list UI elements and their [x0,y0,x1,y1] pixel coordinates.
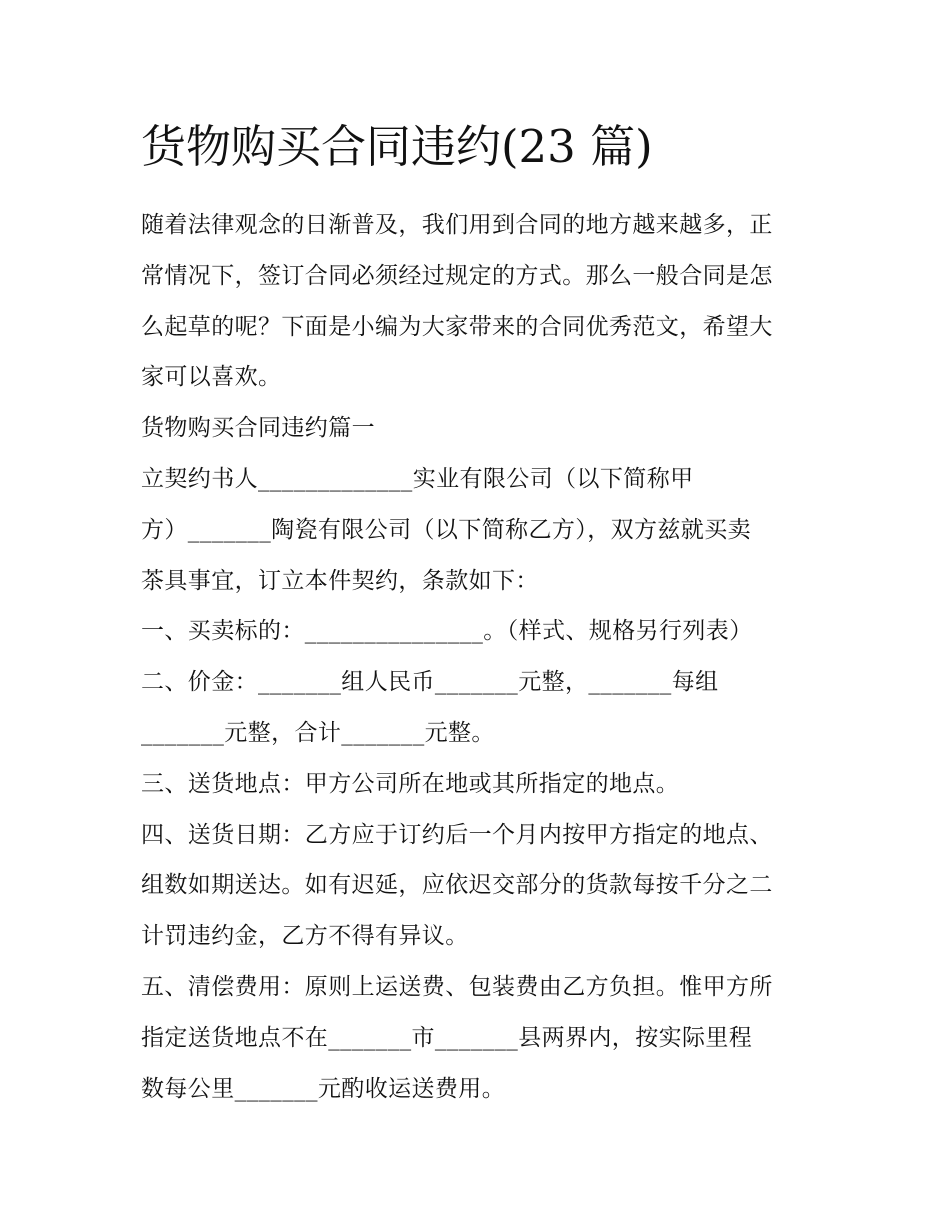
paragraph-line: 常情况下，签订合同必须经过规定的方式。那么一般合同是怎 [141,262,773,289]
clause-line: 组数如期送达。如有迟延，应依迟交部分的货款每按千分之二 [141,872,773,899]
section-heading: 货物购买合同违约篇一 [141,415,375,442]
clause-line: _______元整，合计_______元整。 [141,719,495,746]
clause-line: 四、送货日期：乙方应于订约后一个月内按甲方指定的地点、 [141,821,773,848]
paragraph-line: 家可以喜欢。 [141,364,282,391]
clause-line: 二、价金：_______组人民币_______元整，_______每组 [141,669,719,696]
clause-line: 五、清偿费用：原则上运送费、包装费由乙方负担。惟甲方所 [141,973,773,1000]
paragraph-line: 方）_______陶瓷有限公司（以下简称乙方），双方兹就买卖 [141,516,751,543]
clause-line: 计罚违约金，乙方不得有异议。 [141,923,469,950]
paragraph-line: 茶具事宜，订立本件契约，条款如下： [141,567,539,594]
paragraph-line: 立契约书人_____________实业有限公司（以下简称甲 [141,465,694,492]
document-body [141,114,821,1114]
clause-line: 一、买卖标的：_______________。（样式、规格另行列表） [141,618,753,645]
paragraph-line: 随着法律观念的日渐普及，我们用到合同的地方越来越多，正 [141,212,773,238]
document-title: 货物购买合同违约(23 篇) [141,120,653,173]
clause-line: 三、送货地点：甲方公司所在地或其所指定的地点。 [141,770,680,797]
clause-line: 指定送货地点不在_______市_______县两界内，按实际里程 [141,1024,753,1051]
clause-line: 数每公里_______元酌收运送费用。 [141,1075,506,1102]
paragraph-line: 么起草的呢？下面是小编为大家带来的合同优秀范文，希望大 [141,313,773,340]
